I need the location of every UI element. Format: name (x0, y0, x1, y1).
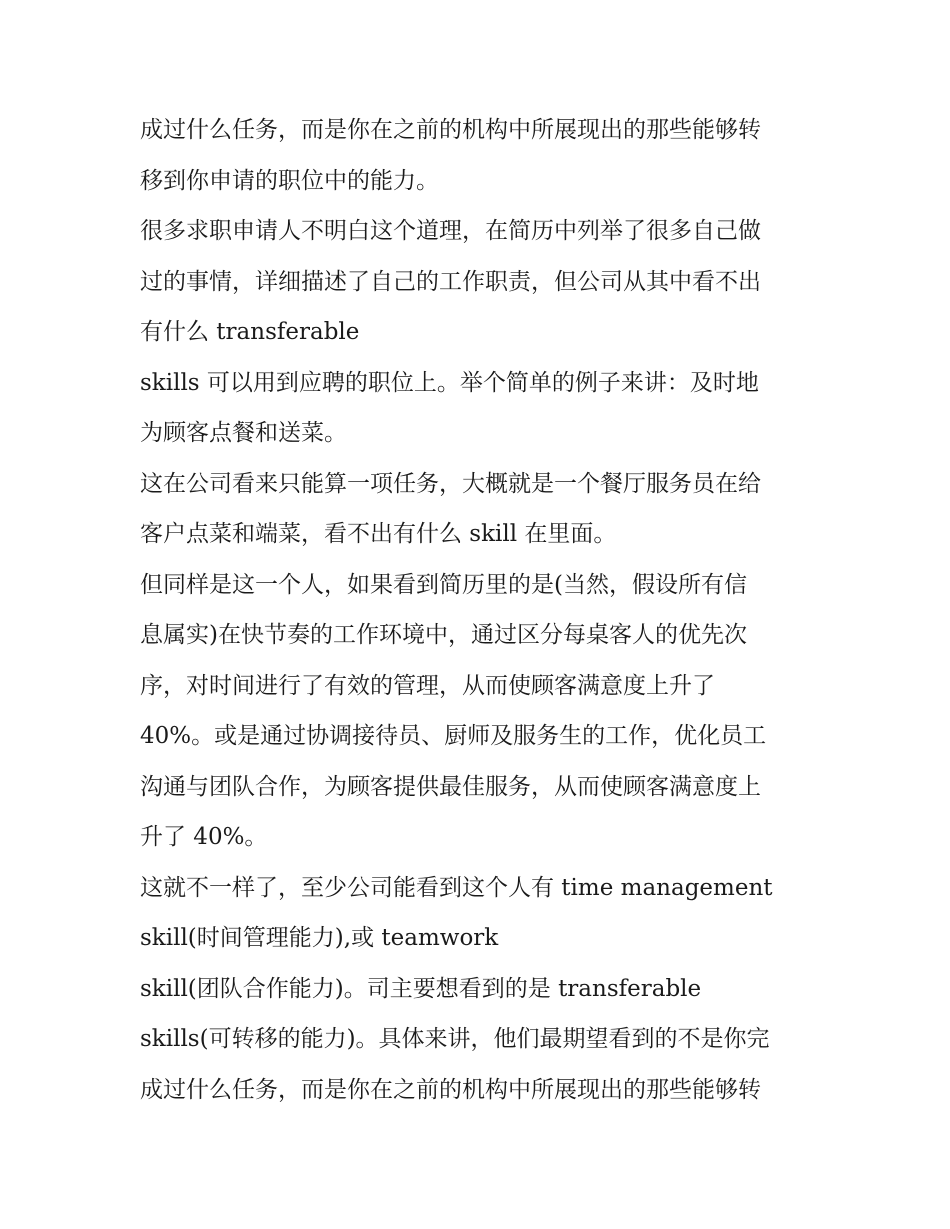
text-line: 升了 40%。 (140, 824, 268, 850)
text-line: skills 可以用到应聘的职位上。举个简单的例子来讲：及时地 (140, 369, 759, 396)
body-text (140, 105, 820, 1115)
text-line: 这在公司看来只能算一项任务，大概就是一个餐厅服务员在给 (140, 470, 761, 497)
text-line: 过的事情，详细描述了自己的工作职责，但公司从其中看不出 (140, 268, 761, 295)
text-line: skills(可转移的能力)。具体来讲，他们最期望看到的不是你完 (140, 1026, 770, 1052)
text-line: 成过什么任务，而是你在之前的机构中所展现出的那些能够转 (140, 117, 761, 143)
text-line: 成过什么任务，而是你在之前的机构中所展现出的那些能够转 (140, 1076, 761, 1103)
text-line: 移到你申请的职位中的能力。 (140, 167, 439, 194)
text-line: 有什么 transferable (140, 319, 360, 345)
text-line: 但同样是这一个人，如果看到简历里的是(当然，假设所有信 (140, 571, 747, 598)
text-line: 这就不一样了，至少公司能看到这个人有 time management (140, 874, 773, 901)
text-line: 息属实)在快节奏的工作环境中，通过区分每桌客人的优先次 (140, 622, 747, 648)
text-line: 客户点菜和端菜，看不出有什么 skill 在里面。 (140, 521, 617, 547)
text-line: skill(时间管理能力),或 teamwork (140, 925, 499, 951)
text-line: 为顾客点餐和送菜。 (140, 420, 347, 446)
text-line: 沟通与团队合作，为顾客提供最佳服务，从而使顾客满意度上 (140, 773, 761, 800)
text-line: 很多求职申请人不明白这个道理，在简历中列举了很多自己做 (140, 218, 761, 244)
text-line: 40%。或是通过协调接待员、厨师及服务生的工作，优化员工 (140, 723, 767, 749)
text-line: skill(团队合作能力)。司主要想看到的是 transferable (140, 975, 702, 1002)
text-line: 序，对时间进行了有效的管理，从而使顾客满意度上升了 (140, 672, 715, 699)
